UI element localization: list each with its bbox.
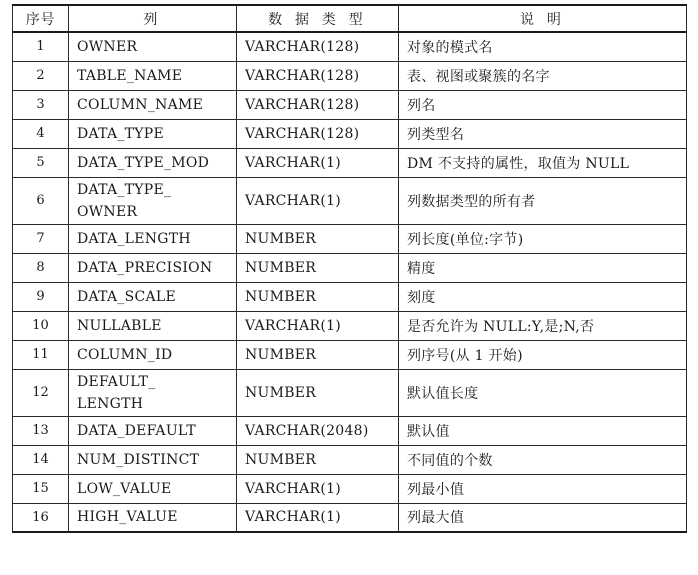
cell-type: VARCHAR(1) — [237, 177, 399, 224]
cell-description: 列长度(单位:字节) — [399, 224, 687, 253]
header-seq: 序号 — [13, 5, 69, 32]
cell-description: 默认值 — [399, 416, 687, 445]
cell-description: 刻度 — [399, 282, 687, 311]
cell-column-line1: DATA_TYPE_ — [77, 181, 172, 198]
cell-type: NUMBER — [237, 282, 399, 311]
header-datatype: 数 据 类 型 — [237, 5, 399, 32]
cell-seq: 12 — [13, 369, 69, 416]
cell-description: 列最小值 — [399, 474, 687, 503]
cell-column: DATA_LENGTH — [69, 224, 237, 253]
cell-description: 列最大值 — [399, 503, 687, 532]
cell-type: NUMBER — [237, 340, 399, 369]
cell-type: VARCHAR(128) — [237, 90, 399, 119]
table-row — [13, 282, 687, 311]
table-row — [13, 32, 687, 61]
cell-column — [69, 177, 237, 224]
cell-column — [69, 369, 237, 416]
cell-column: DATA_TYPE_MOD — [69, 148, 237, 177]
cell-column: OWNER — [69, 32, 237, 61]
cell-type: VARCHAR(2048) — [237, 416, 399, 445]
cell-type: NUMBER — [237, 253, 399, 282]
cell-seq: 1 — [13, 32, 69, 61]
table-row — [13, 148, 687, 177]
cell-description: 精度 — [399, 253, 687, 282]
table-row — [13, 119, 687, 148]
table-row — [13, 90, 687, 119]
header-description: 说 明 — [399, 5, 687, 32]
table-row — [13, 224, 687, 253]
cell-seq: 7 — [13, 224, 69, 253]
cell-type: VARCHAR(1) — [237, 474, 399, 503]
cell-seq: 15 — [13, 474, 69, 503]
cell-type: VARCHAR(128) — [237, 119, 399, 148]
cell-description: 列序号(从 1 开始) — [399, 340, 687, 369]
header-row — [13, 5, 687, 32]
cell-column: DATA_DEFAULT — [69, 416, 237, 445]
table-row — [13, 503, 687, 532]
cell-type: VARCHAR(1) — [237, 311, 399, 340]
cell-description: 是否允许为 NULL:Y,是;N,否 — [399, 311, 687, 340]
table-row — [13, 340, 687, 369]
table-row — [13, 61, 687, 90]
cell-seq: 9 — [13, 282, 69, 311]
cell-description: 列类型名 — [399, 119, 687, 148]
cell-column: DATA_SCALE — [69, 282, 237, 311]
cell-column: COLUMN_NAME — [69, 90, 237, 119]
cell-type: VARCHAR(1) — [237, 503, 399, 532]
cell-seq: 11 — [13, 340, 69, 369]
table-row — [13, 369, 687, 416]
table-row — [13, 311, 687, 340]
cell-column-line1: DEFAULT_ — [77, 373, 156, 390]
table-row — [13, 445, 687, 474]
cell-description: 不同值的个数 — [399, 445, 687, 474]
cell-seq: 8 — [13, 253, 69, 282]
data-dictionary-table — [12, 4, 687, 533]
table-row — [13, 416, 687, 445]
cell-description: 默认值长度 — [399, 369, 687, 416]
cell-type: VARCHAR(128) — [237, 32, 399, 61]
cell-seq: 6 — [13, 177, 69, 224]
table-row — [13, 177, 687, 224]
cell-description: DM 不支持的属性，取值为 NULL — [399, 148, 687, 177]
table-row — [13, 253, 687, 282]
cell-column-line2: OWNER — [77, 203, 138, 220]
cell-column-line2: LENGTH — [77, 395, 144, 412]
cell-seq: 5 — [13, 148, 69, 177]
cell-description: 表、视图或聚簇的名字 — [399, 61, 687, 90]
cell-seq: 13 — [13, 416, 69, 445]
cell-description: 列数据类型的所有者 — [399, 177, 687, 224]
cell-column: DATA_PRECISION — [69, 253, 237, 282]
cell-seq: 10 — [13, 311, 69, 340]
cell-seq: 4 — [13, 119, 69, 148]
cell-seq: 16 — [13, 503, 69, 532]
cell-type: VARCHAR(128) — [237, 61, 399, 90]
table-header — [13, 5, 687, 32]
cell-column: NULLABLE — [69, 311, 237, 340]
table-body — [13, 32, 687, 532]
cell-type: NUMBER — [237, 445, 399, 474]
header-column: 列 — [69, 5, 237, 32]
table-row — [13, 474, 687, 503]
cell-type: NUMBER — [237, 369, 399, 416]
cell-column: DATA_TYPE — [69, 119, 237, 148]
cell-seq: 14 — [13, 445, 69, 474]
cell-column: NUM_DISTINCT — [69, 445, 237, 474]
cell-seq: 2 — [13, 61, 69, 90]
cell-column: COLUMN_ID — [69, 340, 237, 369]
cell-column: LOW_VALUE — [69, 474, 237, 503]
cell-column: TABLE_NAME — [69, 61, 237, 90]
cell-type: NUMBER — [237, 224, 399, 253]
cell-type: VARCHAR(1) — [237, 148, 399, 177]
cell-description: 列名 — [399, 90, 687, 119]
cell-column: HIGH_VALUE — [69, 503, 237, 532]
cell-seq: 3 — [13, 90, 69, 119]
cell-description: 对象的模式名 — [399, 32, 687, 61]
